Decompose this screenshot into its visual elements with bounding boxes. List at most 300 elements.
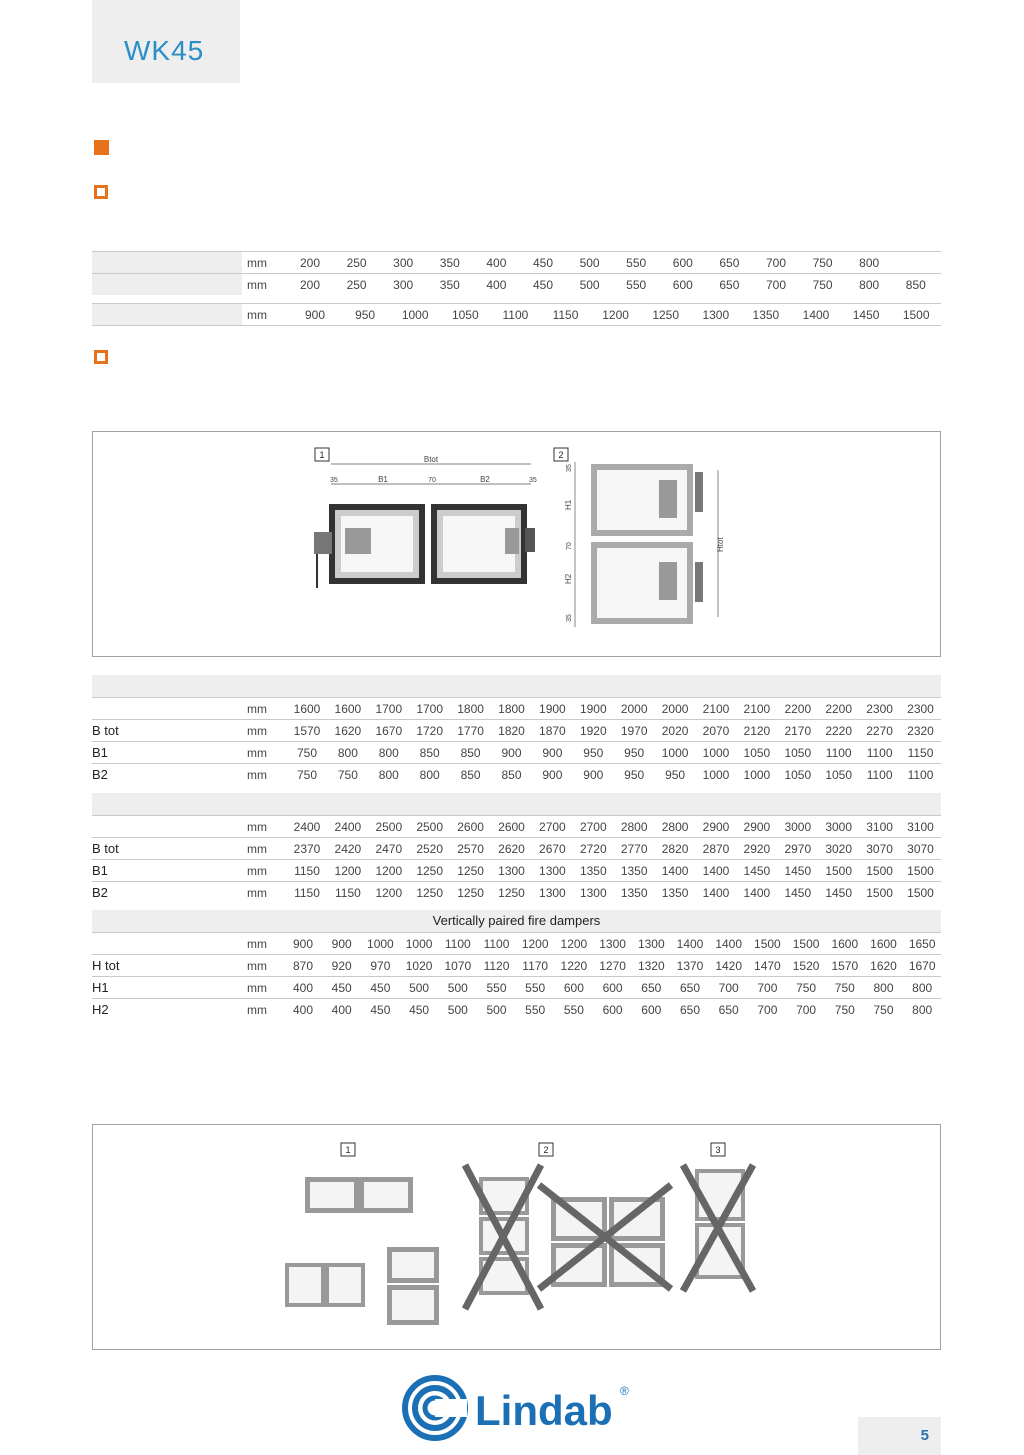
table-cell: 1100 [866,746,893,760]
table-cell: 1200 [375,864,403,878]
table-cell: 1050 [743,746,771,760]
dim-btot: Btot [423,455,439,464]
label-1: 1 [319,450,325,460]
table-cell: 500 [486,1003,507,1017]
table-cell: 950 [624,768,645,782]
table-cell: 1720 [416,724,444,738]
table-cell: 1400 [702,864,730,878]
table-cell: 1670 [375,724,403,738]
registered-mark: ® [620,1384,629,1398]
table-cell: 650 [719,278,740,292]
table-cell: 700 [718,981,739,995]
table-cell: 900 [292,937,314,951]
table-cell: 1070 [444,959,472,973]
table-cell: 1100 [866,768,893,782]
dim-35-right: 35 [529,477,537,484]
table-cell: 1620 [334,724,362,738]
table-cell: 3000 [825,820,853,834]
row-unit: mm [247,308,267,322]
table-cell: 950 [583,746,604,760]
section-bullet-hollow [94,350,108,364]
table-cell: 1300 [702,308,730,322]
table-cell: 800 [873,981,894,995]
row-label: B2 [92,885,108,900]
table-cell: 2420 [334,842,362,856]
table-cell: 1670 [908,959,936,973]
table-cell: 1450 [852,308,880,322]
table-row [92,837,941,859]
table-cell: 1600 [334,702,362,716]
table-cell: 1500 [792,937,820,951]
table-cell: 1400 [676,937,704,951]
table-cell: 450 [409,1003,430,1017]
table-cell: 800 [378,768,399,782]
table-cell: 750 [796,981,817,995]
table-cell: 1920 [579,724,607,738]
table-cell: 1300 [579,886,607,900]
table-cell: 1250 [457,864,484,878]
table-cell: 450 [370,1003,391,1017]
dim-h2: H2 [564,573,573,584]
row-unit: mm [247,981,267,995]
table-cell: 450 [532,256,554,270]
table-cell: 1400 [702,886,730,900]
dim-b1: B1 [378,475,388,484]
table-cell: 1100 [483,937,510,951]
installation-drawing [93,1125,942,1351]
table-cell: 1150 [294,864,320,878]
table-cell: 950 [665,768,686,782]
row-unit: mm [247,278,267,292]
table-cell: 800 [859,278,880,292]
table-cell: 1700 [375,702,403,716]
page-number-box [858,1417,941,1455]
table-cell: 900 [331,937,352,951]
table-cell: 1700 [416,702,444,716]
table-cell: 1270 [599,959,626,973]
table-cell: 850 [460,746,481,760]
table-cell: 1600 [870,937,897,951]
table-cell: 650 [718,1003,739,1017]
row-label: H1 [92,980,109,995]
table-cell: 1900 [579,702,607,716]
vertical-table-title: Vertically paired fire dampers [432,913,601,928]
table-cell: 2170 [784,724,812,738]
table-cell: 1000 [702,746,730,760]
damper-drawing [93,432,942,658]
table-cell: 1050 [784,746,812,760]
row-label: B1 [92,863,108,878]
table-cell: 600 [672,278,693,292]
table-cell: 500 [447,1003,468,1017]
table-cell: 1770 [457,724,484,738]
table-row [92,932,941,954]
table-cell: 550 [525,981,546,995]
table-cell: 1020 [405,959,433,973]
table-cell: 350 [439,256,460,270]
table-row [92,815,941,837]
row-unit: mm [247,959,267,973]
table-row [92,954,941,976]
table-cell: 900 [501,746,522,760]
table-cell: 1170 [522,959,549,973]
row-label: B1 [92,745,108,760]
dim-35-bottom: 35 [566,614,573,622]
table-cell: 1500 [754,937,781,951]
table-cell: 3020 [825,842,853,856]
table-cell: 3100 [907,820,934,834]
table-cell: 850 [905,278,926,292]
table-cell: 700 [765,278,787,292]
table-cell: 2400 [334,820,362,834]
dim-35-top: 35 [566,464,573,472]
table-cell: 1800 [498,702,525,716]
table-cell: 1000 [743,768,771,782]
table-cell: 2370 [293,842,321,856]
table-cell: 400 [331,1003,352,1017]
table-cell: 500 [409,981,430,995]
table-cell: 650 [679,981,701,995]
table-cell: 1300 [637,937,665,951]
table-cell: 2600 [498,820,525,834]
lindab-logo [400,1373,640,1443]
table-cell: 400 [486,278,507,292]
table-cell: 1150 [552,308,579,322]
table-cell: 1000 [405,937,433,951]
table-cell: 450 [370,981,391,995]
table-cell: 1800 [457,702,484,716]
table-cell: 2700 [539,820,566,834]
table-header-band [92,675,941,697]
table-cell: 1100 [907,768,934,782]
table-cell: 750 [812,278,833,292]
table-cell: 950 [355,308,376,322]
table-cell: 200 [299,278,321,292]
table-cell: 500 [579,256,600,270]
table-cell: 650 [679,1003,701,1017]
row-label: B tot [92,841,119,856]
figure-paired-dampers [92,431,941,657]
table-row [92,719,941,741]
table-cell: 2700 [579,820,607,834]
table-cell: 650 [719,256,740,270]
table-cell: 1500 [866,864,893,878]
table-cell: 400 [292,981,314,995]
table-cell: 1150 [294,886,320,900]
table-cell: 450 [331,981,352,995]
table-cell: 400 [486,256,507,270]
row-label: H tot [92,958,120,973]
table-cell: 2070 [702,724,730,738]
table-cell: 850 [419,746,440,760]
table-header-band [92,793,941,815]
table-cell: 2320 [907,724,934,738]
table-cell: 2200 [784,702,812,716]
table-cell: 450 [532,278,554,292]
figure-installation-options [92,1124,941,1350]
table-cell: 3100 [866,820,893,834]
table-cell: 1100 [444,937,471,951]
table-cell: 900 [542,768,563,782]
table-row [92,251,941,273]
table-row [92,697,941,719]
table-cell: 1050 [825,768,853,782]
table-cell: 700 [796,1003,817,1017]
table-row [92,303,941,325]
table-cell: 2900 [743,820,771,834]
row-unit: mm [247,864,267,878]
table-cell: 1200 [521,937,549,951]
table-cell: 1650 [908,937,936,951]
table-cell: 750 [296,746,318,760]
table-cell: 500 [447,981,468,995]
table-cell: 2470 [375,842,403,856]
table-cell: 1600 [293,702,321,716]
table-cell: 2400 [293,820,321,834]
table-cell: 1420 [715,959,743,973]
table-cell: 1400 [802,308,830,322]
table-cell: 1250 [652,308,680,322]
table-cell: 970 [370,959,391,973]
row-unit: mm [247,724,267,738]
table-cell: 1350 [620,864,648,878]
table-cell: 1900 [539,702,566,716]
table-cell: 800 [419,768,440,782]
table-cell: 1500 [902,308,930,322]
table-cell: 350 [439,278,460,292]
table-cell: 2670 [539,842,566,856]
table-cell: 2100 [743,702,771,716]
table-cell: 800 [337,746,358,760]
label-2: 2 [558,450,564,460]
table-cell: 300 [393,256,414,270]
table-cell: 900 [304,308,326,322]
table-cell: 550 [525,1003,546,1017]
table-cell: 950 [624,746,645,760]
dim-70-v: 70 [566,542,573,550]
table-cell: 900 [583,768,604,782]
table-cell: 800 [912,1003,933,1017]
table-cell: 550 [626,278,647,292]
table-cell: 250 [346,278,367,292]
table-cell: 750 [873,1003,894,1017]
table-row [92,859,941,881]
table-cell: 800 [378,746,399,760]
table-cell: 400 [292,1003,314,1017]
table-cell: 600 [641,1003,662,1017]
table-cell: 1470 [754,959,781,973]
table-row [92,763,941,785]
table-cell: 1500 [825,864,853,878]
row-unit: mm [247,702,267,716]
table-cell: 1970 [620,724,648,738]
table-cell: 1220 [560,959,588,973]
table-cell: 700 [765,256,787,270]
table-cell: 1250 [416,886,444,900]
table-cell: 700 [757,1003,778,1017]
table-cell: 300 [393,278,414,292]
table-cell: 2970 [784,842,812,856]
table-cell: 1200 [375,886,403,900]
table-row [92,273,941,295]
table-cell: 1000 [661,746,689,760]
table-cell: 2500 [375,820,403,834]
row-label: H2 [92,1002,109,1017]
row-label: B tot [92,723,119,738]
table-row [92,998,941,1020]
table-cell: 550 [486,981,507,995]
table-cell: 1300 [498,864,525,878]
table-cell: 800 [859,256,880,270]
table-cell: 1450 [784,886,812,900]
table-cell: 870 [292,959,314,973]
table-cell: 850 [460,768,481,782]
section-bullet-solid [94,140,109,155]
table-cell: 750 [812,256,833,270]
table-cell: 1200 [602,308,629,322]
table-cell: 2920 [743,842,771,856]
table-cell: 2800 [620,820,648,834]
section-bullet-hollow [94,185,108,199]
table-cell: 2120 [743,724,771,738]
table-cell: 920 [331,959,352,973]
table-cell: 2820 [661,842,689,856]
table-cell: 2800 [661,820,689,834]
table-cell: 1350 [620,886,648,900]
table-cell: 2200 [825,702,853,716]
table-cell: 1450 [784,864,812,878]
row-unit: mm [247,937,267,951]
table-row [92,741,941,763]
table-cell: 2570 [457,842,484,856]
table-cell: 1400 [715,937,743,951]
dim-h1: H1 [564,499,573,510]
table-cell: 1250 [416,864,444,878]
table-cell: 1250 [457,886,484,900]
table-cell: 2100 [702,702,730,716]
table-cell: 600 [602,1003,623,1017]
table-cell: 1000 [702,768,730,782]
table-cell: 1200 [560,937,588,951]
table-cell: 2620 [498,842,525,856]
table-row [92,881,941,903]
table-cell: 600 [563,981,584,995]
table-cell: 1620 [870,959,897,973]
table-cell: 2770 [620,842,648,856]
table-cell: 1050 [451,308,479,322]
table-cell: 600 [672,256,693,270]
table-cell: 1150 [334,886,361,900]
label-3: 3 [715,1145,721,1155]
row-unit: mm [247,886,267,900]
table-cell: 2220 [825,724,853,738]
table-cell: 900 [542,746,563,760]
table-cell: 650 [641,981,662,995]
table-cell: 2020 [661,724,689,738]
table-cell: 250 [346,256,367,270]
row-label: B2 [92,767,108,782]
table-cell: 750 [834,981,855,995]
table-cell: 1300 [599,937,626,951]
row-unit: mm [247,746,267,760]
row-unit: mm [247,842,267,856]
table-cell: 550 [563,1003,584,1017]
table-cell: 200 [299,256,321,270]
table-cell: 1500 [866,886,893,900]
table-cell: 3070 [907,842,934,856]
table-cell: 1450 [743,864,771,878]
table-cell: 1320 [637,959,665,973]
table-cell: 2270 [866,724,893,738]
table-cell: 2000 [620,702,648,716]
table-cell: 1570 [831,959,859,973]
table-cell: 1350 [661,886,689,900]
table-cell: 1400 [743,886,771,900]
table-cell: 700 [757,981,778,995]
table-cell: 800 [912,981,933,995]
table-cell: 3070 [866,842,893,856]
table-cell: 1370 [676,959,704,973]
table-cell: 1100 [502,308,529,322]
title-box [92,0,240,83]
row-unit: mm [247,1003,267,1017]
table-row [92,976,941,998]
label-1: 1 [345,1145,351,1155]
table-cell: 2500 [416,820,444,834]
table-cell: 750 [337,768,358,782]
table-cell: 1250 [498,886,525,900]
table-cell: 2300 [866,702,893,716]
table-cell: 1500 [907,886,934,900]
table-cell: 750 [834,1003,855,1017]
table-cell: 1500 [907,864,934,878]
table-cell: 3000 [784,820,812,834]
page-number: 5 [920,1427,929,1444]
table-cell: 1300 [539,886,566,900]
table-cell: 1050 [784,768,812,782]
table-cell: 1300 [539,864,566,878]
label-2: 2 [543,1145,549,1155]
table-cell: 1120 [483,959,510,973]
table-cell: 550 [626,256,647,270]
table-cell: 1400 [661,864,689,878]
vertical-table-header [92,910,941,932]
table-cell: 1200 [334,864,362,878]
table-cell: 1870 [539,724,566,738]
table-cell: 1600 [831,937,859,951]
table-cell: 600 [602,981,623,995]
dim-35-left: 35 [330,477,338,484]
dim-htot: Htot [716,537,725,552]
table-cell: 2000 [661,702,689,716]
row-unit: mm [247,820,267,834]
brand-name: Lindab [475,1387,613,1434]
table-cell: 850 [501,768,522,782]
table-cell: 1100 [825,746,852,760]
table-cell: 1450 [825,886,853,900]
table-cell: 750 [296,768,318,782]
table-cell: 1000 [401,308,429,322]
page-title: WK45 [124,35,205,66]
table-cell: 2870 [702,842,730,856]
table-cell: 1350 [579,864,607,878]
row-unit: mm [247,768,267,782]
row-unit: mm [247,256,267,270]
table-cell: 500 [579,278,600,292]
table-cell: 2900 [702,820,730,834]
table-cell: 1150 [907,746,934,760]
table-cell: 2300 [907,702,934,716]
